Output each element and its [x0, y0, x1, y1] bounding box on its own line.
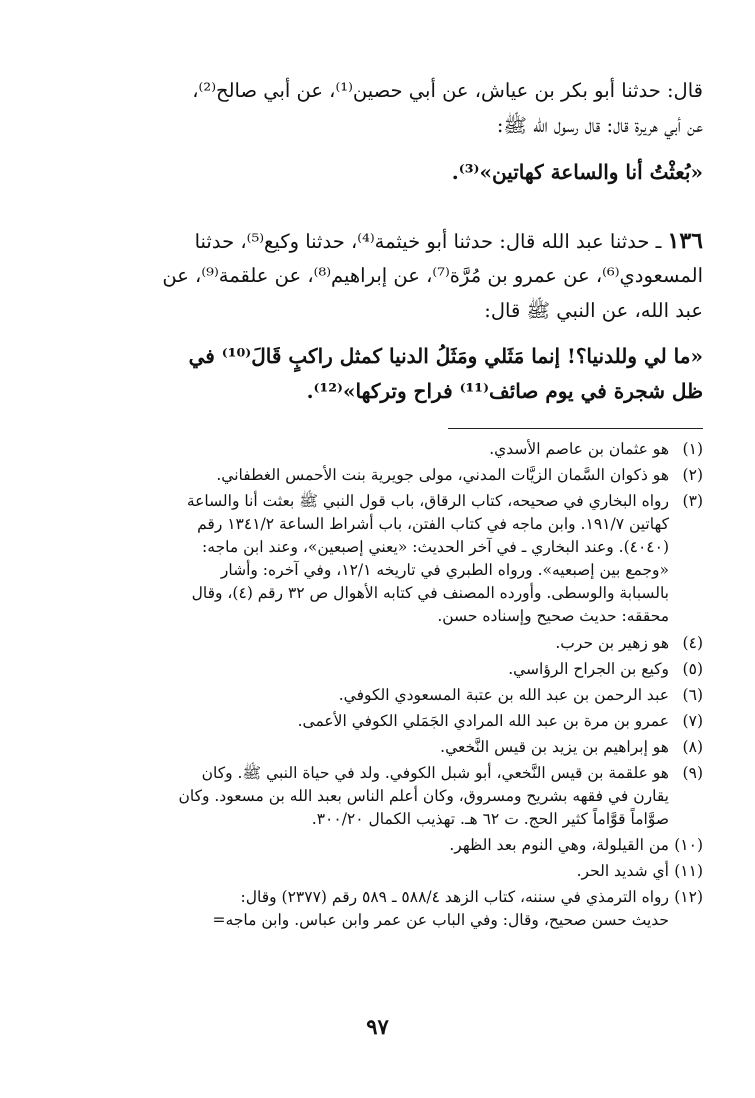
footnote-number: (٨) [682, 738, 703, 756]
footnote-12-line-2: حديث حسن صحيح، وقال: وفي الباب عن عمر وابن عباس. وابن ماجه= [212, 911, 669, 929]
footnote-text: رواه الترمذي في سننه، كتاب الزهد ٥٨٨/٤ ـ ٥٨٩ رقم (٢٣٧٧) وقال: [240, 888, 669, 906]
body-line-2: عن أبي هريرة قال: قال رسول الله ﷺ: [496, 114, 703, 137]
footnote-3-line-6: محققه: حديث صحيح وإسناده حسن. [437, 607, 669, 625]
footnote-number: (١٠) [674, 836, 703, 854]
footnote-text: من القيلولة، وهي النوم بعد الظهر. [449, 836, 669, 854]
footnote-7 [43, 710, 703, 733]
body-line-6: عبد الله، عن النبي ﷺ قال: [484, 299, 703, 322]
footnote-text: هو إبراهيم بن يزيد بن قيس النَّخعي. [440, 738, 669, 756]
footnote-text: هو زهير بن حرب. [555, 634, 669, 652]
footnote-text: أي شديد الحر. [576, 862, 669, 880]
footnote-number: (١٢) [674, 888, 703, 906]
body-line-5: المسعودي⁽⁶⁾، عن عمرو بن مُرَّة⁽⁷⁾، عن إبراهيم⁽⁸⁾، عن علقمة⁽⁹⁾، عن [162, 264, 703, 287]
footnote-9-line-3: صوَّاماً قوَّاماً كثير الحج. ت ٦٢ هـ. تهذيب الكمال ٣٠٠/٢٠. [311, 810, 669, 828]
footnote-text: وكيع بن الجراح الرؤاسي. [508, 660, 669, 678]
footnote-8 [43, 736, 703, 759]
footnote-number: (١) [682, 440, 703, 458]
footnote-separator [448, 428, 703, 429]
footnote-10 [43, 834, 703, 857]
page-number: ٩٧ [366, 1014, 389, 1039]
footnote-6 [43, 684, 703, 707]
footnote-text: هو علقمة بن قيس النَّخعي، أبو شبل الكوفي. ولد في حياة النبي ﷺ. وكان [201, 764, 669, 782]
footnote-11 [43, 860, 703, 883]
hadith-text-line-2: «ما لي وللدنيا؟! إنما مَثَلي ومَثَلُ الدنيا كمثل راكبٍ قَالَ⁽¹⁰⁾ في [188, 344, 703, 368]
footnote-number: (٧) [682, 712, 703, 730]
footnote-number: (٥) [682, 660, 703, 678]
footnote-number: (٦) [682, 686, 703, 704]
footnote-number: (٢) [682, 466, 703, 484]
footnote-text: هو عثمان بن عاصم الأسدي. [489, 440, 669, 458]
hadith-text-line: «بُعثْتُ أنا والساعة كهاتين»⁽³⁾. [451, 160, 703, 184]
footnote-text: عمرو بن مرة بن عبد الله المرادي الجَمَلي الكوفي الأعمى. [297, 712, 669, 730]
footnote-2 [43, 464, 703, 487]
body-line-4 [43, 226, 703, 257]
footnote-number: (١١) [674, 862, 703, 880]
footnote-12 [43, 886, 703, 909]
body-line-1: قال: حدثنا أبو بكر بن عياش، عن أبي حصين⁽¹⁾، عن أبي صالح⁽²⁾، [192, 79, 703, 102]
footnote-3-line-3: (٤٠٤٠). وعند البخاري ـ في آخر الحديث: «يعني إصبعين»، وعند ابن ماجه: [202, 538, 669, 556]
footnote-9-line-2: يقارن في فقهه بشريح ومسروق، وكان أعلم الناس بعبد الله بن مسعود. وكان [178, 787, 669, 805]
footnote-3 [43, 490, 703, 513]
footnote-text: رواه البخاري في صحيحه، كتاب الرقاق، باب قول النبي ﷺ بعثت أنا والساعة [186, 492, 669, 510]
footnote-number: (٤) [682, 634, 703, 652]
footnote-3-line-5: بالسبابة والوسطى. وأورده المصنف في كتابه الأهوال ص ٣٢ رقم (٤)، وقال [191, 584, 669, 602]
footnote-number: (٩) [682, 764, 703, 782]
hadith-number: ١٣٦ [667, 228, 703, 254]
footnote-9 [43, 762, 703, 785]
footnote-3-line-2: كهاتين ١٩١/٧. وابن ماجه في كتاب الفتن، باب أشراط الساعة ١٣٤١/٢ رقم [197, 515, 669, 533]
footnote-1 [43, 438, 703, 461]
footnote-number: (٣) [682, 492, 703, 510]
footnote-text: عبد الرحمن بن عبد الله بن عتبة المسعودي الكوفي. [338, 686, 669, 704]
footnote-text: هو ذكوان السَّمان الزيَّات المدني، مولى جويرية بنت الأحمس الغطفاني. [216, 466, 669, 484]
footnote-4 [43, 632, 703, 655]
hadith-text-line-3: ظل شجرة في يوم صائف⁽¹¹⁾ فراح وتركها»⁽¹²⁾. [306, 379, 703, 403]
footnote-5 [43, 658, 703, 681]
footnote-3-line-4: «وجمع بين إصبعيه». ورواه الطبري في تاريخه ١٢/١، وفي آخره: وأشار [220, 561, 669, 579]
body-line-4-text: ـ حدثنا عبد الله قال: حدثنا أبو خيثمة⁽⁴⁾، حدثنا وكيع⁽⁵⁾، حدثنا [194, 230, 668, 253]
